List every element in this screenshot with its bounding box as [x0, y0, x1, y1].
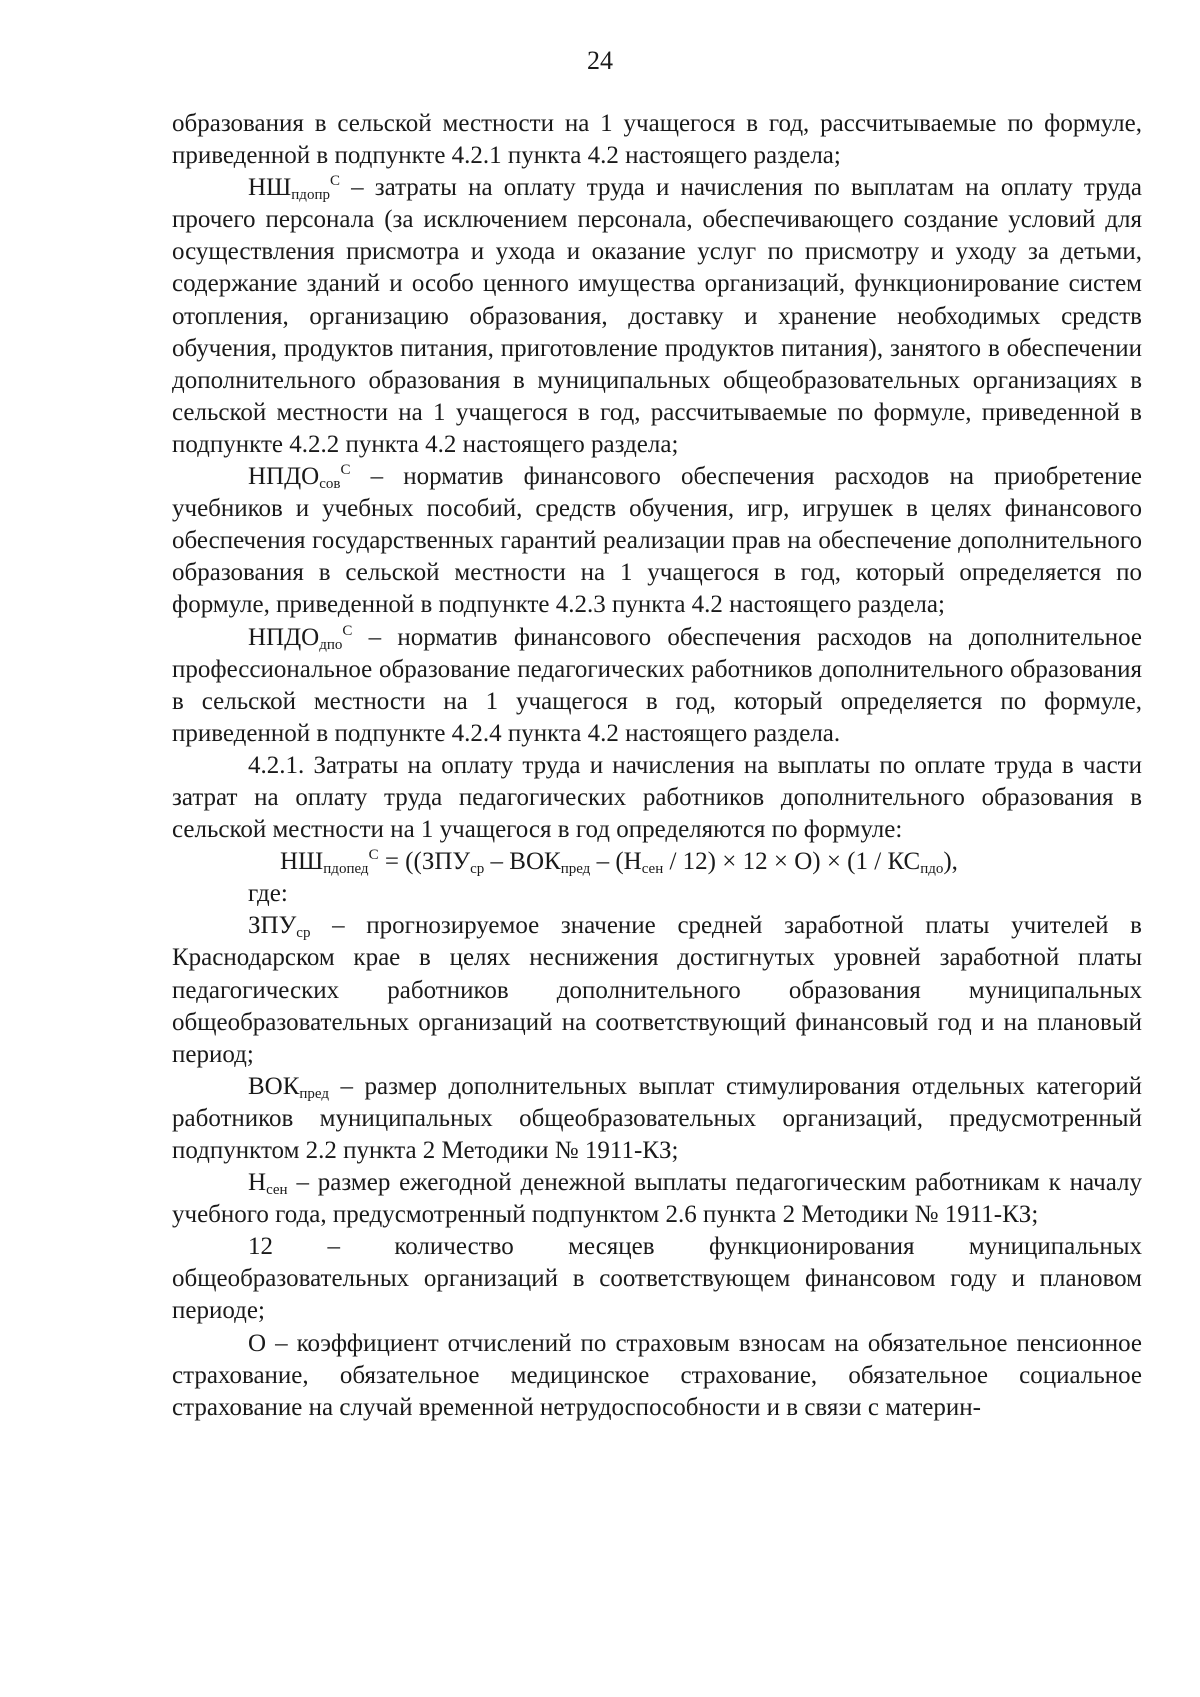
symbol: ЗПУ	[248, 912, 297, 940]
symbol: Н	[248, 1169, 267, 1197]
definition: О – коэффициент отчислений по страховым взносам на обязательное пенсионное страхование, обязательное медицинское страхование, обязательное социальное страхование на случай временной нетрудоспособности и в связи с материн-	[172, 1329, 1142, 1421]
page-number: 24	[587, 46, 613, 75]
definition: $ВОК_{пред}$ – размер дополнительных выплат стимулирования отдельных категорий работников муниципальных общеобразовательных организаций, предусмотренный подпунктом 2.2 пункта 2 Методики № 1911-КЗ;	[172, 1072, 1142, 1164]
formula: $НШ_{пдопед}^С = ((ЗПУ_{ср} - ВОК_{пред} - (Н_{сен} / 12) \times 12 \times О) \times (1 / КС_{пдо})$,	[280, 847, 958, 878]
definition: $ЗПУ_{ср}$ – прогнозируемое значение средней заработной платы учителей в Краснодарском крае в целях неснижения достигнутых уровней заработной платы педагогических работников дополнительного образования муниципальных общеобразовательных организаций на соответствующий финансовый год и на плановый период;	[172, 912, 1142, 1068]
paragraph: $НПДО_{дпо}^С$ – норматив финансового обеспечения расходов на дополнительное профессиональное образование педагогических работников дополнительного образования в сельской местности на 1 учащегося в год, который определяется по формуле, приведенной в подпункте 4.2.4 пункта 4.2 настоящего раздела.	[172, 622, 1142, 747]
definition: 12 – количество месяцев функционирования муниципальных общеобразовательных организаций в соответствующем финансовом году и плановом периоде;	[172, 1233, 1142, 1325]
definition: $Н_{сен}$ – размер ежегодной денежной выплаты педагогическим работникам к началу учебного года, предусмотренный подпунктом 2.6 пункта 2 Методики № 1911-КЗ;	[172, 1169, 1142, 1229]
paragraph: образования в сельской местности на 1 учащегося в год, рассчитываемые по формуле, приведенной в подпункте 4.2.1 пункта 4.2 настоящего раздела;	[172, 110, 1142, 170]
paragraph: 4.2.1. Затраты на оплату труда и начисления на выплаты по оплате труда в части затрат на оплату труда педагогических работников дополнительного образования в сельской местности на 1 учащегося в год определяются по формуле:	[172, 751, 1142, 844]
paragraph: $НШ_{пдопр}^С$ – затраты на оплату труда и начисления по выплатам на оплату труда прочего персонала (за исключением персонала, обеспечивающего создание условий для осуществления присмотра и ухода и оказание услуг по присмотру и уходу за детьми, содержание зданий и особо ценного имущества организаций, функционирование систем отопления, организацию образования, доставку и хранение необходимых средств обучения, продуктов питания, приготовление продуктов питания), занятого в обеспечении дополнительного образования в муниципальных общеобразовательных организациях в сельской местности на 1 учащегося в год, рассчитываемые по формуле, приведенной в подпункте 4.2.2 пункта 4.2 настоящего раздела;	[172, 173, 1142, 458]
symbol: НШ	[248, 174, 292, 202]
symbol: НПДО	[248, 623, 320, 651]
document-body	[172, 108, 1142, 1424]
symbol: НПДО	[248, 463, 320, 491]
where-label: где:	[248, 880, 288, 908]
symbol: ВОК	[248, 1072, 300, 1100]
paragraph: $НПДО_{сов}^С$ – норматив финансового обеспечения расходов на приобретение учебников и учебных пособий, средств обучения, игр, игрушек в целях финансового обеспечения государственных гарантий реализации прав на обеспечение дополнительного образования в сельской местности на 1 учащегося в год, который определяется по формуле, приведенной в подпункте 4.2.3 пункта 4.2 настоящего раздела;	[172, 462, 1142, 619]
